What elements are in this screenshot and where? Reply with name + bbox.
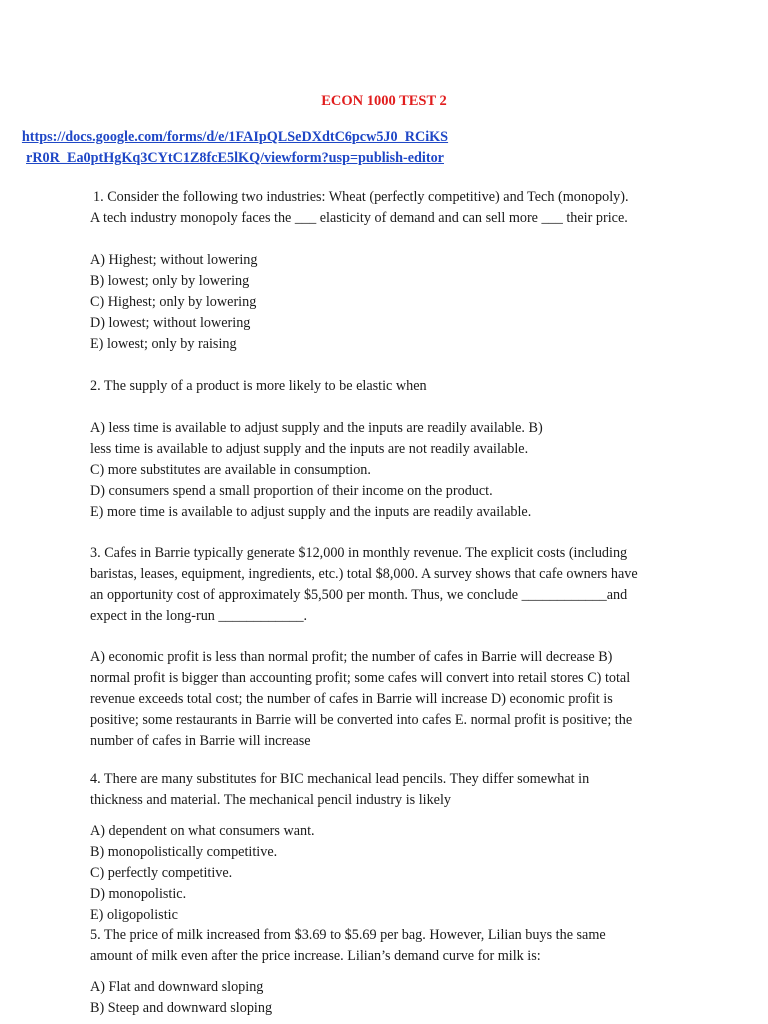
question-3-options bbox=[90, 647, 690, 752]
option-b: B) monopolistically competitive. bbox=[90, 844, 278, 860]
document-title: ECON 1000 TEST 2 bbox=[321, 93, 447, 109]
question-line: A tech industry monopoly faces the ___ elasticity of demand and can sell more ___ their price. bbox=[90, 210, 628, 226]
question-5-options bbox=[90, 977, 690, 1019]
question-line: 3. Cafes in Barrie typically generate $12,000 in monthly revenue. The explicit costs (including bbox=[90, 545, 628, 561]
question-1-text bbox=[90, 187, 690, 229]
option-e: E) lowest; only by raising bbox=[90, 336, 237, 352]
question-2-text bbox=[90, 376, 690, 397]
option-line: D) consumers spend a small proportion of their income on the product. bbox=[90, 483, 493, 499]
question-line: 1. Consider the following two industries: Wheat (perfectly competitive) and Tech (monopoly). bbox=[93, 189, 629, 205]
link-line-1: https://docs.google.com/forms/d/e/1FAIpQLSeDXdtC6pcw5J0_RCiKS bbox=[21, 129, 449, 145]
option-e: E) oligopolistic bbox=[90, 907, 178, 923]
option-b: B) lowest; only by lowering bbox=[90, 273, 250, 289]
option-line: E) more time is available to adjust supply and the inputs are readily available. bbox=[90, 504, 532, 520]
option-a: A) dependent on what consumers want. bbox=[90, 823, 315, 839]
question-line: expect in the long-run ____________. bbox=[90, 608, 308, 624]
option-d: D) lowest; without lowering bbox=[90, 315, 251, 331]
question-5-text bbox=[90, 925, 690, 967]
google-form-link[interactable] bbox=[0, 127, 470, 169]
option-d: D) monopolistic. bbox=[90, 886, 187, 902]
question-2-options bbox=[90, 418, 690, 523]
question-line: an opportunity cost of approximately $5,500 per month. Thus, we conclude ____________and bbox=[90, 587, 628, 603]
option-line: number of cafes in Barrie will increase bbox=[90, 733, 311, 749]
question-3-text bbox=[90, 543, 690, 627]
question-1-options bbox=[90, 250, 690, 355]
option-line: normal profit is bigger than accounting profit; some cafes will convert into retail stores C) total bbox=[90, 670, 631, 686]
option-line: positive; some restaurants in Barrie will be converted into cafes E. normal profit is positive; the bbox=[90, 712, 633, 728]
option-line: A) economic profit is less than normal profit; the number of cafes in Barrie will decrease B) bbox=[90, 649, 613, 665]
link-line-2: rR0R_Ea0ptHgKq3CYtC1Z8fcE5lKQ/viewform?usp=publish-editor bbox=[26, 150, 444, 166]
question-line: baristas, leases, equipment, ingredients, etc.) total $8,000. A survey shows that cafe owners have bbox=[90, 566, 638, 582]
question-line: amount of milk even after the price increase. Lilian’s demand curve for milk is: bbox=[90, 948, 541, 964]
option-c: C) Highest; only by lowering bbox=[90, 294, 257, 310]
option-b: B) Steep and downward sloping bbox=[90, 1000, 273, 1016]
option-line: A) less time is available to adjust supply and the inputs are readily available. B) bbox=[90, 420, 543, 436]
option-a: A) Flat and downward sloping bbox=[90, 979, 264, 995]
question-line: 5. The price of milk increased from $3.69 to $5.69 per bag. However, Lilian buys the same bbox=[90, 927, 606, 943]
question-line: 2. The supply of a product is more likely to be elastic when bbox=[90, 378, 427, 394]
option-line: C) more substitutes are available in consumption. bbox=[90, 462, 371, 478]
option-line: less time is available to adjust supply and the inputs are not readily available. bbox=[90, 441, 529, 457]
question-4-options bbox=[90, 821, 690, 926]
question-line: 4. There are many substitutes for BIC mechanical lead pencils. They differ somewhat in bbox=[90, 771, 590, 787]
question-line: thickness and material. The mechanical pencil industry is likely bbox=[90, 792, 452, 808]
option-a: A) Highest; without lowering bbox=[90, 252, 258, 268]
question-4-text bbox=[90, 769, 690, 811]
option-c: C) perfectly competitive. bbox=[90, 865, 233, 881]
option-line: revenue exceeds total cost; the number of cafes in Barrie will increase D) economic profit is bbox=[90, 691, 613, 707]
